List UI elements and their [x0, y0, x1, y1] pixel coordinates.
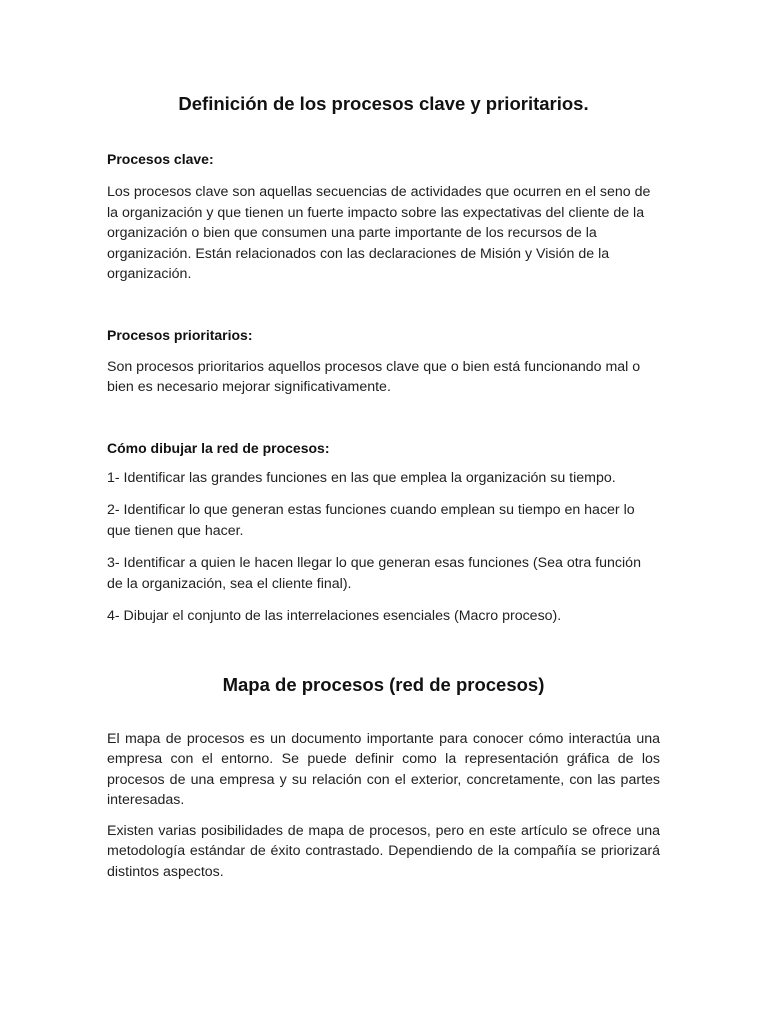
heading-procesos-prioritarios: Procesos prioritarios:: [107, 326, 253, 343]
paragraph-mapa-2: Existen varias posibilidades de mapa de procesos, pero en este artículo se ofrece una metodología estándar de éxito contrastado. Dependiendo de la compañía se priorizará distintos aspectos.: [107, 822, 660, 880]
heading-como-dibujar: Cómo dibujar la red de procesos:: [107, 439, 330, 456]
section-title-mapa: Mapa de procesos (red de procesos): [222, 673, 545, 695]
step-item-2: 2- Identificar lo que generan estas funciones cuando emplean su tiempo en hacer lo que tienen que hacer.: [107, 502, 635, 539]
paragraph-procesos-clave: Los procesos clave son aquellas secuencias de actividades que ocurren en el seno de la organización y que tienen un fuerte impacto sobre las expectativas del cliente de la organización o bien que consumen una parte importante de los recursos de la organización. Están relacionados con las declaraciones de Misión y Visión de la organización.: [107, 184, 651, 282]
paragraph-mapa-1: El mapa de procesos es un documento importante para conocer cómo interactúa una empresa con el entorno. Se puede definir como la representación gráfica de los procesos de una empresa y su relación con el exterior, concretamente, con las partes interesadas.: [107, 730, 660, 808]
step-item-4: 4- Dibujar el conjunto de las interrelaciones esenciales (Macro proceso).: [107, 608, 562, 624]
step-item-3: 3- Identificar a quien le hacen llegar lo que generan esas funciones (Sea otra función de la organización, sea el cliente final).: [107, 555, 641, 592]
paragraph-procesos-prioritarios: Son procesos prioritarios aquellos procesos clave que o bien está funcionando mal o bien es necesario mejorar significativamente.: [107, 358, 641, 395]
step-item-1: 1- Identificar las grandes funciones en las que emplea la organización su tiempo.: [107, 469, 616, 486]
document-title: Definición de los procesos clave y prioritarios.: [178, 93, 589, 114]
heading-procesos-clave: Procesos clave:: [107, 151, 214, 167]
